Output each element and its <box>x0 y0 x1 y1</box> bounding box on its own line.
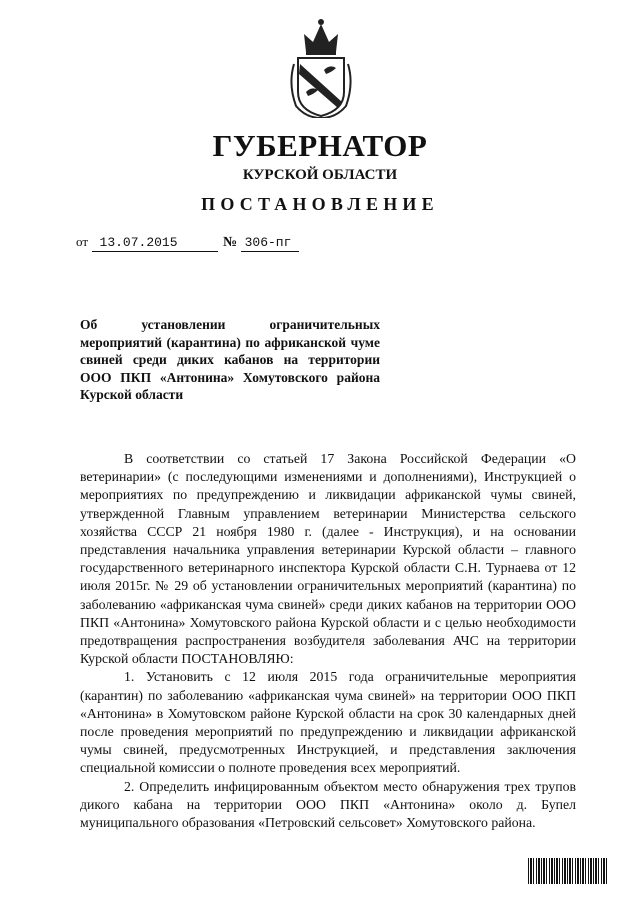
document-number: 306-пг <box>241 235 299 252</box>
item-2-paragraph: 2. Определить инфицированным объектом место обнаружения трех трупов дикого кабана на территории ООО ПКП «Антонина» около д. Бупел муниципального образования «Петровский сельсовет» Хомутовского района. <box>80 778 576 831</box>
item-1-paragraph: 1. Установить с 12 июля 2015 года ограничительные мероприятия (карантин) по заболеванию «африканская чума свиней» на территории ООО ПКП «Антонина» в Хомутовском районе Курской области на срок 30 календарных дней после проведения мероприятий по предупреждению и ликвидации африканской чумы свиней, предусмотренных Инструкцией, и представления заключения специальной комиссии о полноте проведения всех мероприятий. <box>80 669 576 776</box>
registration-line <box>76 234 299 252</box>
document-body <box>80 450 576 832</box>
barcode-icon <box>528 858 608 884</box>
document-date: 13.07.2015 <box>92 235 218 252</box>
document-type: ПОСТАНОВЛЕНИЕ <box>201 194 439 214</box>
document-subject: Об установлении ограничительных мероприятий (карантина) по африканской чуме свиней среди диких кабанов на территории ООО ПКП «Антонина» Хомутовского района Курской области <box>80 317 380 402</box>
region-name: КУРСКОЙ ОБЛАСТИ <box>242 167 398 183</box>
governor-title: ГУБЕРНАТОР <box>212 128 428 163</box>
date-label: от <box>76 234 89 249</box>
coat-of-arms-icon <box>286 14 356 118</box>
preamble-paragraph: В соответствии со статьей 17 Закона Российской Федерации «О ветеринарии» (с последующими изменениями и дополнениями), Инструкцией о мероприятиях по предупреждению и ликвидации африканской чумы свиней, утвержденной Главным управлением ветеринарии Министерства сельского хозяйства СССР 21 ноября 1980 г. (далее - Инструкция), и на основании представления начальника управления ветеринарии Курской области – главного государственного ветеринарного инспектора Курской области С.Н. Турнаева от 12 июля 2015г. № 29 об установлении ограничительных мероприятий (карантина) по заболеванию «африканская чума свиней» среди диких кабанов на территории ООО ПКП «Антонина» Хомутовского района Курской области и с целью необходимости предотвращения распространения возбудителя заболевания АЧС на территории Курской области ПОСТАНОВЛЯЮ: <box>80 451 576 667</box>
number-label: № <box>223 235 238 250</box>
